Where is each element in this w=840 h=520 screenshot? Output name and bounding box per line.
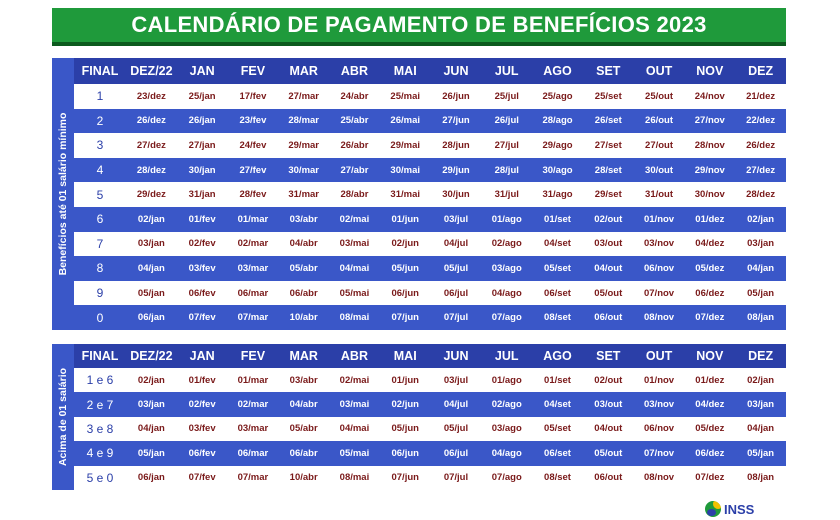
payment-date-cell: 04/jul bbox=[431, 392, 482, 416]
payment-date-cell: 05/dez bbox=[684, 417, 735, 441]
payment-date-cell: 07/ago bbox=[481, 305, 532, 330]
payment-date-cell: 07/nov bbox=[634, 281, 685, 306]
payment-date-cell: 02/ago bbox=[481, 232, 532, 257]
payment-date-cell: 06/jan bbox=[126, 466, 177, 490]
payment-date-cell: 31/mar bbox=[278, 182, 329, 207]
final-digit-cell: 9 bbox=[74, 281, 126, 306]
payment-date-cell: 27/jan bbox=[177, 133, 228, 158]
payment-date-cell: 05/out bbox=[583, 281, 634, 306]
final-digit-cell: 1 e 6 bbox=[74, 368, 126, 392]
table-row bbox=[74, 392, 786, 416]
payment-date-cell: 01/dez bbox=[684, 368, 735, 392]
payment-date-cell: 01/jun bbox=[380, 207, 431, 232]
payment-date-cell: 08/set bbox=[532, 305, 583, 330]
payment-date-cell: 07/nov bbox=[634, 441, 685, 465]
payment-date-cell: 01/set bbox=[532, 207, 583, 232]
inss-logo bbox=[705, 500, 754, 518]
payment-date-cell: 28/mar bbox=[278, 109, 329, 134]
payment-date-cell: 03/abr bbox=[278, 207, 329, 232]
payment-date-cell: 02/mai bbox=[329, 207, 380, 232]
payment-date-cell: 29/mar bbox=[278, 133, 329, 158]
payment-date-cell: 06/mar bbox=[228, 441, 279, 465]
header-month: SET bbox=[583, 344, 634, 368]
payment-date-cell: 01/fev bbox=[177, 207, 228, 232]
payment-date-cell: 30/mai bbox=[380, 158, 431, 183]
payment-date-cell: 06/dez bbox=[684, 281, 735, 306]
final-digit-cell: 5 e 0 bbox=[74, 466, 126, 490]
payment-date-cell: 31/out bbox=[634, 182, 685, 207]
payment-date-cell: 30/out bbox=[634, 158, 685, 183]
payment-date-cell: 07/dez bbox=[684, 466, 735, 490]
payment-date-cell: 30/jan bbox=[177, 158, 228, 183]
payment-date-cell: 03/fev bbox=[177, 417, 228, 441]
payment-date-cell: 05/jun bbox=[380, 256, 431, 281]
payment-date-cell: 25/jul bbox=[481, 84, 532, 109]
payment-date-cell: 05/dez bbox=[684, 256, 735, 281]
payment-date-cell: 26/jun bbox=[431, 84, 482, 109]
payment-date-cell: 26/set bbox=[583, 109, 634, 134]
payment-date-cell: 27/dez bbox=[126, 133, 177, 158]
payment-date-cell: 02/jan bbox=[735, 368, 786, 392]
payment-date-cell: 06/set bbox=[532, 281, 583, 306]
payment-date-cell: 08/nov bbox=[634, 305, 685, 330]
payment-date-cell: 25/abr bbox=[329, 109, 380, 134]
payment-date-cell: 03/ago bbox=[481, 417, 532, 441]
table-row bbox=[74, 207, 786, 232]
payment-date-cell: 23/dez bbox=[126, 84, 177, 109]
payment-date-cell: 03/out bbox=[583, 232, 634, 257]
final-digit-cell: 4 bbox=[74, 158, 126, 183]
payment-date-cell: 03/mar bbox=[228, 417, 279, 441]
table-body bbox=[74, 84, 786, 330]
payment-date-cell: 07/jul bbox=[431, 305, 482, 330]
payment-date-cell: 08/nov bbox=[634, 466, 685, 490]
page-title-text: CALENDÁRIO DE PAGAMENTO DE BENEFÍCIOS 2023 bbox=[131, 12, 707, 37]
payment-date-cell: 05/mai bbox=[329, 441, 380, 465]
final-digit-cell: 4 e 9 bbox=[74, 441, 126, 465]
payment-date-cell: 27/abr bbox=[329, 158, 380, 183]
payment-date-cell: 06/fev bbox=[177, 281, 228, 306]
payment-date-cell: 06/dez bbox=[684, 441, 735, 465]
calendar-table-above-minimum bbox=[52, 344, 786, 490]
payment-date-cell: 02/mar bbox=[228, 232, 279, 257]
payment-date-cell: 06/out bbox=[583, 305, 634, 330]
final-digit-cell: 7 bbox=[74, 232, 126, 257]
payment-date-cell: 31/mai bbox=[380, 182, 431, 207]
payment-date-cell: 28/abr bbox=[329, 182, 380, 207]
final-digit-cell: 6 bbox=[74, 207, 126, 232]
payment-date-cell: 03/jul bbox=[431, 368, 482, 392]
payment-date-cell: 04/dez bbox=[684, 232, 735, 257]
final-digit-cell: 2 e 7 bbox=[74, 392, 126, 416]
inss-logo-text: INSS bbox=[724, 501, 755, 517]
table-row bbox=[74, 305, 786, 330]
payment-date-cell: 31/jan bbox=[177, 182, 228, 207]
payment-date-cell: 02/mar bbox=[228, 392, 279, 416]
payment-date-cell: 24/abr bbox=[329, 84, 380, 109]
payment-date-cell: 03/mar bbox=[228, 256, 279, 281]
payment-date-cell: 04/jan bbox=[126, 417, 177, 441]
payment-date-cell: 26/abr bbox=[329, 133, 380, 158]
payment-table bbox=[74, 58, 786, 330]
table-row bbox=[74, 256, 786, 281]
payment-date-cell: 02/fev bbox=[177, 232, 228, 257]
payment-date-cell: 21/dez bbox=[735, 84, 786, 109]
payment-date-cell: 02/out bbox=[583, 207, 634, 232]
final-digit-cell: 5 bbox=[74, 182, 126, 207]
payment-date-cell: 04/out bbox=[583, 256, 634, 281]
payment-date-cell: 03/out bbox=[583, 392, 634, 416]
table-header-row bbox=[74, 58, 786, 84]
table-header-row bbox=[74, 344, 786, 368]
payment-date-cell: 05/jul bbox=[431, 256, 482, 281]
header-month: AGO bbox=[532, 58, 583, 84]
final-digit-cell: 2 bbox=[74, 109, 126, 134]
final-digit-cell: 0 bbox=[74, 305, 126, 330]
final-digit-cell: 8 bbox=[74, 256, 126, 281]
page-title bbox=[52, 8, 786, 46]
payment-date-cell: 06/abr bbox=[278, 281, 329, 306]
header-month: SET bbox=[583, 58, 634, 84]
payment-date-cell: 02/jan bbox=[126, 207, 177, 232]
payment-date-cell: 02/fev bbox=[177, 392, 228, 416]
payment-date-cell: 04/jan bbox=[126, 256, 177, 281]
payment-date-cell: 06/set bbox=[532, 441, 583, 465]
payment-date-cell: 07/mar bbox=[228, 305, 279, 330]
header-month: OUT bbox=[634, 344, 685, 368]
payment-date-cell: 30/mar bbox=[278, 158, 329, 183]
side-label-text: Acima de 01 salário bbox=[57, 367, 69, 466]
payment-date-cell: 05/jan bbox=[126, 281, 177, 306]
payment-date-cell: 04/dez bbox=[684, 392, 735, 416]
payment-date-cell: 03/jan bbox=[735, 392, 786, 416]
payment-date-cell: 24/fev bbox=[228, 133, 279, 158]
final-digit-cell: 1 bbox=[74, 84, 126, 109]
payment-date-cell: 27/mar bbox=[278, 84, 329, 109]
payment-date-cell: 06/out bbox=[583, 466, 634, 490]
payment-date-cell: 28/set bbox=[583, 158, 634, 183]
payment-date-cell: 27/fev bbox=[228, 158, 279, 183]
payment-date-cell: 06/fev bbox=[177, 441, 228, 465]
payment-date-cell: 27/jun bbox=[431, 109, 482, 134]
payment-date-cell: 28/nov bbox=[684, 133, 735, 158]
payment-date-cell: 07/fev bbox=[177, 305, 228, 330]
payment-date-cell: 02/out bbox=[583, 368, 634, 392]
payment-date-cell: 24/nov bbox=[684, 84, 735, 109]
payment-date-cell: 03/ago bbox=[481, 256, 532, 281]
payment-date-cell: 05/set bbox=[532, 256, 583, 281]
payment-date-cell: 07/dez bbox=[684, 305, 735, 330]
payment-date-cell: 03/jan bbox=[735, 232, 786, 257]
payment-date-cell: 07/mar bbox=[228, 466, 279, 490]
payment-date-cell: 05/out bbox=[583, 441, 634, 465]
side-label-text: Benefícios até 01 salário mínimo bbox=[57, 112, 69, 276]
payment-date-cell: 05/jul bbox=[431, 417, 482, 441]
header-month: DEZ bbox=[735, 58, 786, 84]
payment-date-cell: 10/abr bbox=[278, 466, 329, 490]
payment-date-cell: 06/abr bbox=[278, 441, 329, 465]
payment-date-cell: 26/dez bbox=[735, 133, 786, 158]
payment-date-cell: 06/mar bbox=[228, 281, 279, 306]
side-label-bar bbox=[52, 344, 74, 490]
payment-date-cell: 04/mai bbox=[329, 256, 380, 281]
payment-date-cell: 04/set bbox=[532, 232, 583, 257]
payment-date-cell: 01/jun bbox=[380, 368, 431, 392]
payment-date-cell: 06/nov bbox=[634, 417, 685, 441]
payment-date-cell: 17/fev bbox=[228, 84, 279, 109]
payment-date-cell: 05/jan bbox=[735, 281, 786, 306]
payment-date-cell: 07/fev bbox=[177, 466, 228, 490]
payment-date-cell: 26/jan bbox=[177, 109, 228, 134]
payment-date-cell: 28/dez bbox=[735, 182, 786, 207]
payment-date-cell: 05/jan bbox=[735, 441, 786, 465]
payment-date-cell: 04/ago bbox=[481, 281, 532, 306]
payment-date-cell: 27/nov bbox=[684, 109, 735, 134]
payment-date-cell: 06/jul bbox=[431, 281, 482, 306]
header-month: AGO bbox=[532, 344, 583, 368]
payment-date-cell: 03/jan bbox=[126, 392, 177, 416]
payment-date-cell: 28/jul bbox=[481, 158, 532, 183]
payment-date-cell: 25/ago bbox=[532, 84, 583, 109]
payment-date-cell: 03/jan bbox=[126, 232, 177, 257]
payment-date-cell: 03/mai bbox=[329, 232, 380, 257]
payment-date-cell: 02/jan bbox=[735, 207, 786, 232]
payment-date-cell: 03/fev bbox=[177, 256, 228, 281]
payment-date-cell: 01/dez bbox=[684, 207, 735, 232]
payment-date-cell: 25/out bbox=[634, 84, 685, 109]
payment-date-cell: 04/jan bbox=[735, 417, 786, 441]
table-row bbox=[74, 368, 786, 392]
header-month: JUN bbox=[431, 344, 482, 368]
payment-date-cell: 03/abr bbox=[278, 368, 329, 392]
header-final: FINAL bbox=[74, 58, 126, 84]
payment-date-cell: 07/jun bbox=[380, 466, 431, 490]
payment-date-cell: 02/ago bbox=[481, 392, 532, 416]
payment-date-cell: 04/abr bbox=[278, 392, 329, 416]
payment-date-cell: 29/jun bbox=[431, 158, 482, 183]
payment-date-cell: 04/ago bbox=[481, 441, 532, 465]
header-month: FEV bbox=[228, 58, 279, 84]
payment-date-cell: 04/set bbox=[532, 392, 583, 416]
payment-date-cell: 08/jan bbox=[735, 305, 786, 330]
payment-date-cell: 06/nov bbox=[634, 256, 685, 281]
payment-date-cell: 29/dez bbox=[126, 182, 177, 207]
payment-date-cell: 04/jan bbox=[735, 256, 786, 281]
header-final: FINAL bbox=[74, 344, 126, 368]
payment-table bbox=[74, 344, 786, 490]
header-month: JAN bbox=[177, 58, 228, 84]
payment-date-cell: 29/ago bbox=[532, 133, 583, 158]
payment-date-cell: 01/nov bbox=[634, 207, 685, 232]
table-body bbox=[74, 368, 786, 490]
payment-date-cell: 06/jul bbox=[431, 441, 482, 465]
payment-date-cell: 08/set bbox=[532, 466, 583, 490]
payment-date-cell: 27/jul bbox=[481, 133, 532, 158]
payment-date-cell: 26/jul bbox=[481, 109, 532, 134]
header-month: MAI bbox=[380, 58, 431, 84]
header-month: ABR bbox=[329, 58, 380, 84]
payment-date-cell: 07/jul bbox=[431, 466, 482, 490]
payment-date-cell: 06/jan bbox=[126, 305, 177, 330]
payment-date-cell: 31/ago bbox=[532, 182, 583, 207]
payment-date-cell: 30/ago bbox=[532, 158, 583, 183]
header-month: NOV bbox=[684, 58, 735, 84]
payment-date-cell: 03/nov bbox=[634, 232, 685, 257]
payment-date-cell: 06/jun bbox=[380, 441, 431, 465]
header-month: ABR bbox=[329, 344, 380, 368]
header-month: MAI bbox=[380, 344, 431, 368]
payment-date-cell: 23/fev bbox=[228, 109, 279, 134]
payment-date-cell: 02/mai bbox=[329, 368, 380, 392]
payment-date-cell: 04/abr bbox=[278, 232, 329, 257]
payment-date-cell: 30/nov bbox=[684, 182, 735, 207]
header-month: MAR bbox=[278, 344, 329, 368]
header-month: MAR bbox=[278, 58, 329, 84]
payment-date-cell: 01/nov bbox=[634, 368, 685, 392]
payment-date-cell: 29/set bbox=[583, 182, 634, 207]
payment-date-cell: 01/mar bbox=[228, 207, 279, 232]
payment-date-cell: 05/jan bbox=[126, 441, 177, 465]
header-month: DEZ/22 bbox=[126, 344, 177, 368]
payment-date-cell: 04/mai bbox=[329, 417, 380, 441]
table-row bbox=[74, 109, 786, 134]
calendar-table-low-income bbox=[52, 58, 786, 330]
payment-date-cell: 05/mai bbox=[329, 281, 380, 306]
header-month: DEZ bbox=[735, 344, 786, 368]
payment-date-cell: 05/abr bbox=[278, 417, 329, 441]
table-row bbox=[74, 441, 786, 465]
payment-date-cell: 22/dez bbox=[735, 109, 786, 134]
final-digit-cell: 3 e 8 bbox=[74, 417, 126, 441]
payment-date-cell: 01/ago bbox=[481, 207, 532, 232]
payment-date-cell: 07/ago bbox=[481, 466, 532, 490]
payment-date-cell: 25/set bbox=[583, 84, 634, 109]
payment-date-cell: 28/jun bbox=[431, 133, 482, 158]
payment-date-cell: 08/jan bbox=[735, 466, 786, 490]
payment-date-cell: 27/out bbox=[634, 133, 685, 158]
payment-date-cell: 05/jun bbox=[380, 417, 431, 441]
table-row bbox=[74, 158, 786, 183]
header-month: JUL bbox=[481, 58, 532, 84]
table-row bbox=[74, 281, 786, 306]
side-label-bar bbox=[52, 58, 74, 330]
payment-date-cell: 04/out bbox=[583, 417, 634, 441]
payment-date-cell: 07/jun bbox=[380, 305, 431, 330]
final-digit-cell: 3 bbox=[74, 133, 126, 158]
payment-date-cell: 02/jan bbox=[126, 368, 177, 392]
header-month: OUT bbox=[634, 58, 685, 84]
payment-date-cell: 08/mai bbox=[329, 466, 380, 490]
payment-date-cell: 06/jun bbox=[380, 281, 431, 306]
table-row bbox=[74, 417, 786, 441]
payment-date-cell: 08/mai bbox=[329, 305, 380, 330]
inss-logo-icon bbox=[705, 501, 721, 517]
payment-date-cell: 26/dez bbox=[126, 109, 177, 134]
payment-date-cell: 03/mai bbox=[329, 392, 380, 416]
header-month: JUN bbox=[431, 58, 482, 84]
payment-date-cell: 01/mar bbox=[228, 368, 279, 392]
payment-date-cell: 25/jan bbox=[177, 84, 228, 109]
payment-date-cell: 04/jul bbox=[431, 232, 482, 257]
payment-date-cell: 28/fev bbox=[228, 182, 279, 207]
payment-date-cell: 27/dez bbox=[735, 158, 786, 183]
payment-date-cell: 02/jun bbox=[380, 232, 431, 257]
payment-date-cell: 01/set bbox=[532, 368, 583, 392]
header-month: JUL bbox=[481, 344, 532, 368]
payment-date-cell: 31/jul bbox=[481, 182, 532, 207]
payment-date-cell: 03/nov bbox=[634, 392, 685, 416]
table-row bbox=[74, 84, 786, 109]
header-month: FEV bbox=[228, 344, 279, 368]
payment-date-cell: 01/ago bbox=[481, 368, 532, 392]
table-row bbox=[74, 232, 786, 257]
table-row bbox=[74, 182, 786, 207]
payment-date-cell: 27/set bbox=[583, 133, 634, 158]
payment-date-cell: 29/nov bbox=[684, 158, 735, 183]
payment-date-cell: 28/dez bbox=[126, 158, 177, 183]
payment-date-cell: 03/jul bbox=[431, 207, 482, 232]
payment-date-cell: 29/mai bbox=[380, 133, 431, 158]
payment-date-cell: 05/set bbox=[532, 417, 583, 441]
header-month: NOV bbox=[684, 344, 735, 368]
payment-date-cell: 26/out bbox=[634, 109, 685, 134]
payment-date-cell: 05/abr bbox=[278, 256, 329, 281]
payment-date-cell: 02/jun bbox=[380, 392, 431, 416]
payment-date-cell: 26/mai bbox=[380, 109, 431, 134]
payment-date-cell: 10/abr bbox=[278, 305, 329, 330]
payment-date-cell: 01/fev bbox=[177, 368, 228, 392]
payment-date-cell: 30/jun bbox=[431, 182, 482, 207]
header-month: JAN bbox=[177, 344, 228, 368]
table-row bbox=[74, 133, 786, 158]
table-row bbox=[74, 466, 786, 490]
payment-date-cell: 25/mai bbox=[380, 84, 431, 109]
payment-date-cell: 28/ago bbox=[532, 109, 583, 134]
header-month: DEZ/22 bbox=[126, 58, 177, 84]
